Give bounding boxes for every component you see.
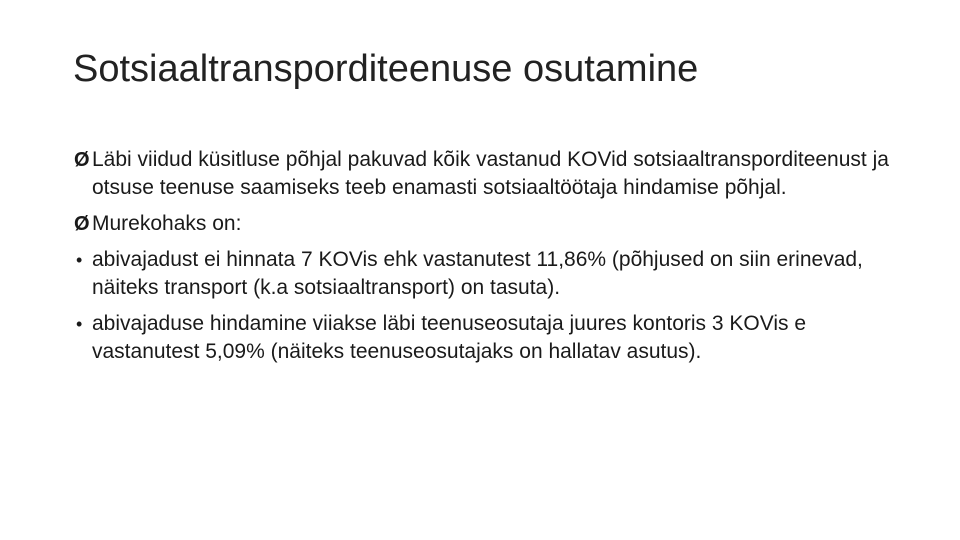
bullet-item-not-assessed — [74, 246, 894, 302]
slide-title: Sotsiaaltransporditeenuse osutamine — [73, 48, 699, 90]
bullet-text: abivajadust ei hinnata 7 KOVis ehk vastanutest 11,86% (põhjused on siin erinevad, näiteks transport (k.a sotsiaaltransport) on tasuta). — [92, 248, 863, 299]
bullet-item-survey — [74, 146, 894, 202]
dot-bullet-icon: • — [76, 314, 83, 334]
dot-bullet-icon: • — [76, 250, 83, 270]
bullet-text: Läbi viidud küsitluse põhjal pakuvad kõik vastanud KOVid sotsiaaltransporditeenust ja otsuse teenuse saamiseks teeb enamasti sotsiaaltöötaja hindamise põhjal. — [92, 148, 889, 199]
arrow-bullet-icon: Ø — [74, 213, 90, 235]
arrow-bullet-icon: Ø — [74, 149, 90, 171]
bullet-text: Murekohaks on: — [92, 212, 242, 235]
bullet-item-concerns — [74, 210, 894, 238]
bullet-text: abivajaduse hindamine viiakse läbi teenuseosutaja juures kontoris 3 KOVis e vastanutest 5,09% (näiteks teenuseosutajaks on hallatav asutus). — [92, 312, 807, 363]
bullet-list — [74, 146, 894, 374]
bullet-item-office-assessment — [74, 310, 894, 366]
